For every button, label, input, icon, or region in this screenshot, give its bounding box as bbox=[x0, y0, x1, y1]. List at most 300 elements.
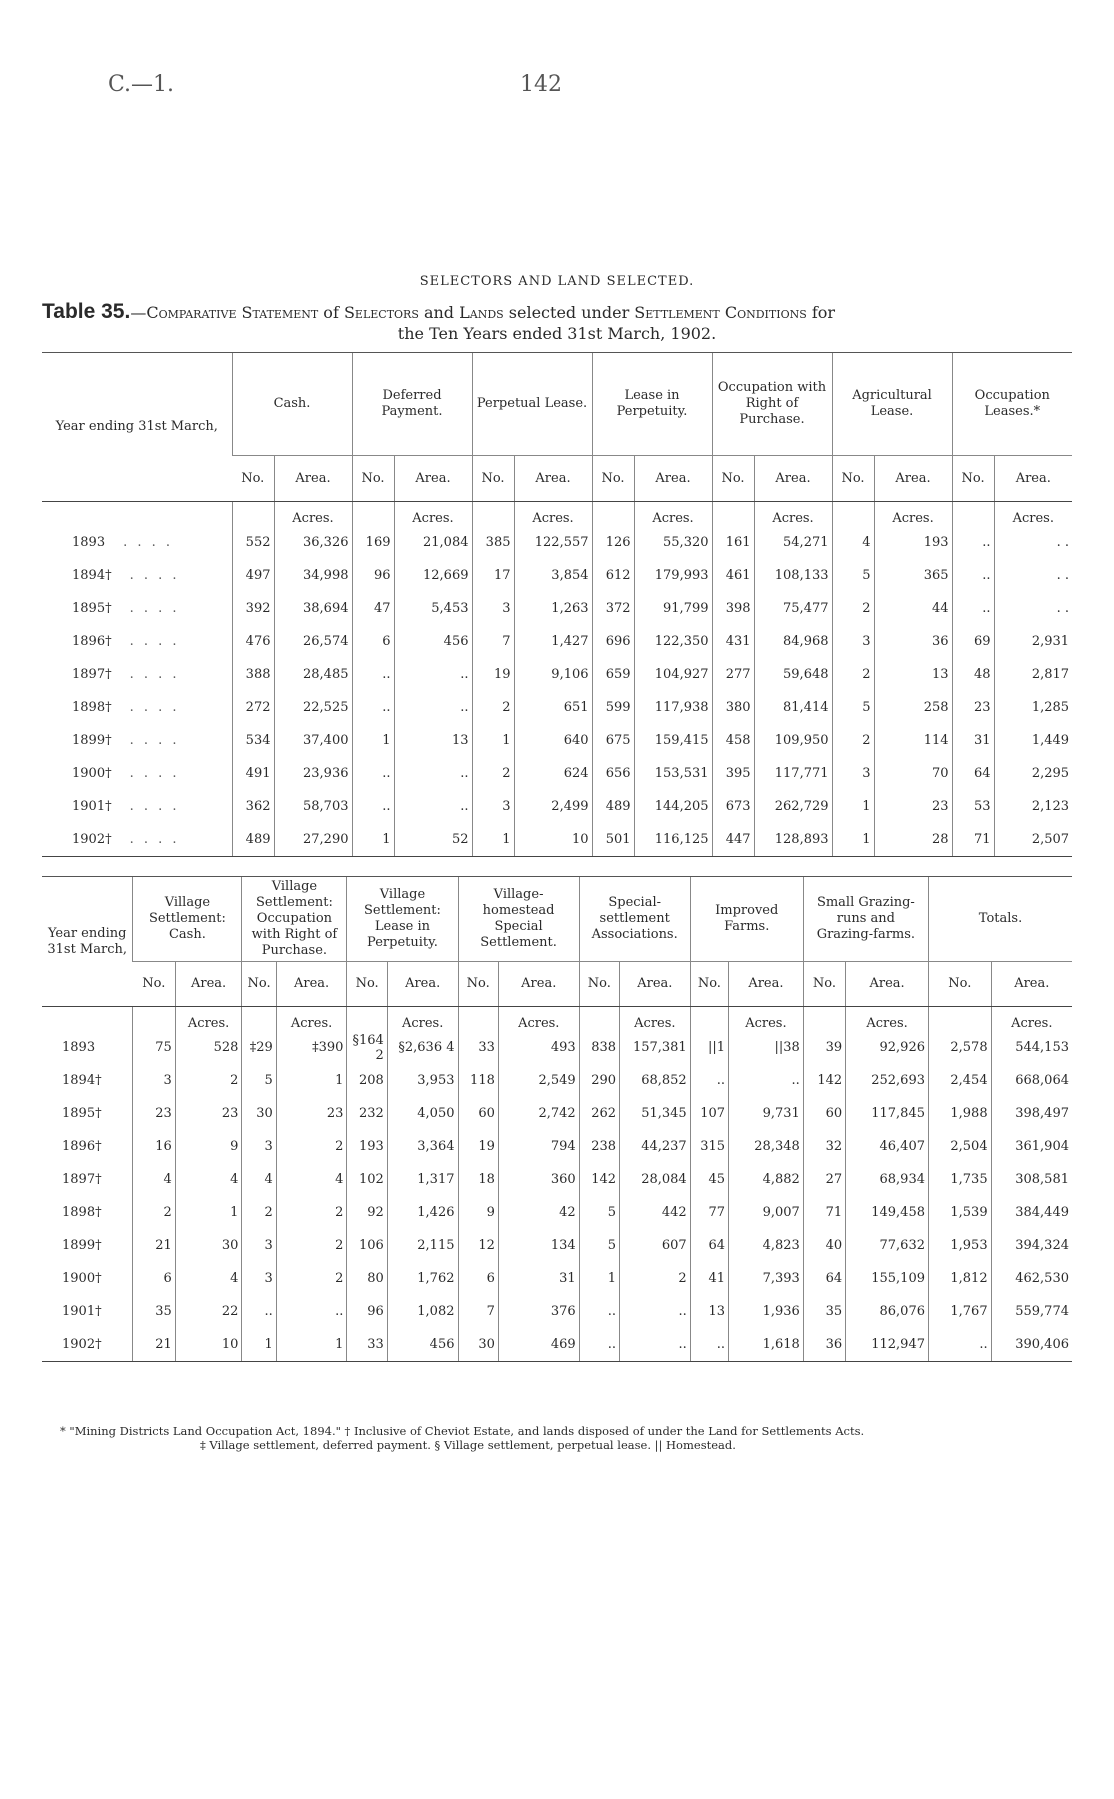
group-header: Deferred Payment. bbox=[352, 353, 472, 456]
data-cell: 388 bbox=[232, 658, 274, 691]
year-label: 1898† bbox=[62, 1205, 102, 1220]
data-cell: 673 bbox=[712, 790, 754, 823]
data-cell: 21,084 bbox=[394, 526, 472, 559]
data-cell: 277 bbox=[712, 658, 754, 691]
table-row bbox=[42, 1295, 1072, 1328]
units-cell bbox=[929, 1013, 992, 1031]
data-cell: 12,669 bbox=[394, 559, 472, 592]
data-cell: 3,854 bbox=[514, 559, 592, 592]
data-cell: 361,904 bbox=[991, 1130, 1072, 1163]
caption-part: —Comparative Statement bbox=[130, 303, 319, 322]
data-cell: .. bbox=[952, 526, 994, 559]
data-cell: ‡29 bbox=[242, 1031, 276, 1064]
data-cell: 2,578 bbox=[929, 1031, 992, 1064]
units-cell bbox=[352, 508, 394, 526]
data-cell: 3 bbox=[133, 1064, 175, 1097]
data-cell: 13 bbox=[394, 724, 472, 757]
data-cell: 1,812 bbox=[929, 1262, 992, 1295]
data-cell: 86,076 bbox=[846, 1295, 929, 1328]
data-cell: 4 bbox=[175, 1163, 242, 1196]
units-cell bbox=[232, 508, 274, 526]
data-cell: 109,950 bbox=[754, 724, 832, 757]
data-cell: 456 bbox=[387, 1328, 458, 1362]
data-cell: 84,968 bbox=[754, 625, 832, 658]
data-cell: 384,449 bbox=[991, 1196, 1072, 1229]
data-cell: 6 bbox=[352, 625, 394, 658]
table-row bbox=[42, 1163, 1072, 1196]
data-cell: 1 bbox=[276, 1328, 347, 1362]
data-cell: 1 bbox=[276, 1064, 347, 1097]
data-cell: .. bbox=[690, 1328, 728, 1362]
caption-part: selected under bbox=[503, 303, 635, 322]
data-cell: 3,953 bbox=[387, 1064, 458, 1097]
data-cell: 794 bbox=[498, 1130, 579, 1163]
data-cell: 116,125 bbox=[634, 823, 712, 857]
data-cell: 55,320 bbox=[634, 526, 712, 559]
data-cell: 91,799 bbox=[634, 592, 712, 625]
data-cell: 9,731 bbox=[729, 1097, 804, 1130]
data-cell: 126 bbox=[592, 526, 634, 559]
year-label: 1895† bbox=[62, 1106, 102, 1121]
data-cell: .. bbox=[352, 790, 394, 823]
year-cell bbox=[42, 526, 232, 559]
data-cell: 3 bbox=[242, 1130, 276, 1163]
caption-part: Selectors bbox=[343, 303, 419, 322]
table-row bbox=[42, 1130, 1072, 1163]
data-cell: 1,082 bbox=[387, 1295, 458, 1328]
data-cell: 1,988 bbox=[929, 1097, 992, 1130]
year-label: 1896† bbox=[62, 1139, 102, 1154]
data-cell: . . bbox=[994, 526, 1072, 559]
units-label: Acres. bbox=[994, 508, 1072, 526]
data-cell: 544,153 bbox=[991, 1031, 1072, 1064]
column-header-area: Area. bbox=[175, 962, 242, 1007]
column-header-area: Area. bbox=[994, 456, 1072, 502]
data-cell: 169 bbox=[352, 526, 394, 559]
data-cell: 75,477 bbox=[754, 592, 832, 625]
group-header: Totals. bbox=[929, 877, 1073, 962]
data-cell: 447 bbox=[712, 823, 754, 857]
data-cell: 497 bbox=[232, 559, 274, 592]
data-cell: 2,817 bbox=[994, 658, 1072, 691]
table-row bbox=[42, 625, 1072, 658]
data-cell: .. bbox=[394, 757, 472, 790]
data-cell: 2 bbox=[832, 592, 874, 625]
data-cell: 2,507 bbox=[994, 823, 1072, 857]
data-cell: 5 bbox=[579, 1229, 619, 1262]
data-cell: 68,852 bbox=[620, 1064, 691, 1097]
data-cell: 193 bbox=[874, 526, 952, 559]
column-header-area: Area. bbox=[274, 456, 352, 502]
table-row bbox=[42, 592, 1072, 625]
data-cell: 1,767 bbox=[929, 1295, 992, 1328]
year-cell bbox=[42, 1262, 133, 1295]
table-row bbox=[42, 1262, 1072, 1295]
data-cell: .. bbox=[276, 1295, 347, 1328]
data-cell: 58,703 bbox=[274, 790, 352, 823]
data-cell: 149,458 bbox=[846, 1196, 929, 1229]
data-cell: 2,931 bbox=[994, 625, 1072, 658]
data-cell: 9 bbox=[175, 1130, 242, 1163]
data-cell: 599 bbox=[592, 691, 634, 724]
data-cell: .. bbox=[242, 1295, 276, 1328]
data-cell: 31 bbox=[952, 724, 994, 757]
column-header-no: No. bbox=[232, 456, 274, 502]
data-cell: .. bbox=[352, 691, 394, 724]
leader-dots: . . . . bbox=[129, 766, 180, 781]
data-cell: 489 bbox=[592, 790, 634, 823]
data-cell: 44 bbox=[874, 592, 952, 625]
data-cell: 64 bbox=[690, 1229, 728, 1262]
data-cell: 159,415 bbox=[634, 724, 712, 757]
year-cell bbox=[42, 1196, 133, 1229]
data-cell: 493 bbox=[498, 1031, 579, 1064]
data-cell: 1 bbox=[352, 823, 394, 857]
table-caption bbox=[42, 300, 1072, 324]
data-cell: 6 bbox=[133, 1262, 175, 1295]
column-header-no: No. bbox=[690, 962, 728, 1007]
data-cell: 2 bbox=[472, 757, 514, 790]
data-cell: 28,084 bbox=[620, 1163, 691, 1196]
data-cell: 112,947 bbox=[846, 1328, 929, 1362]
data-cell: .. bbox=[729, 1064, 804, 1097]
leader-dots: . . . . bbox=[129, 832, 180, 847]
data-cell: 107 bbox=[690, 1097, 728, 1130]
group-header: Village Settlement: Lease in Perpetuity. bbox=[347, 877, 458, 962]
units-cell bbox=[952, 508, 994, 526]
data-cell: 6 bbox=[458, 1262, 498, 1295]
table-row bbox=[42, 1064, 1072, 1097]
group-header: Lease in Perpetuity. bbox=[592, 353, 712, 456]
units-row bbox=[42, 1013, 1072, 1031]
data-cell: 1,449 bbox=[994, 724, 1072, 757]
data-cell: 70 bbox=[874, 757, 952, 790]
data-cell: 22 bbox=[175, 1295, 242, 1328]
data-cell: .. bbox=[579, 1295, 619, 1328]
data-cell: 392 bbox=[232, 592, 274, 625]
data-cell: 60 bbox=[458, 1097, 498, 1130]
data-cell: .. bbox=[394, 691, 472, 724]
units-label: Acres. bbox=[394, 508, 472, 526]
data-cell: 290 bbox=[579, 1064, 619, 1097]
data-cell: 385 bbox=[472, 526, 514, 559]
page-header-left: C.—1. bbox=[108, 72, 175, 97]
data-cell: 104,927 bbox=[634, 658, 712, 691]
data-cell: 28,485 bbox=[274, 658, 352, 691]
data-cell: 1,735 bbox=[929, 1163, 992, 1196]
year-cell bbox=[42, 757, 232, 790]
column-header-no: No. bbox=[472, 456, 514, 502]
data-cell: 37,400 bbox=[274, 724, 352, 757]
data-cell: 489 bbox=[232, 823, 274, 857]
year-header: Year ending 31st March, bbox=[42, 877, 133, 1007]
year-label: 1897† bbox=[62, 1172, 102, 1187]
leader-dots: . . . . bbox=[129, 634, 180, 649]
data-cell: §164 2 bbox=[347, 1031, 387, 1064]
data-cell: 2,742 bbox=[498, 1097, 579, 1130]
year-label: 1899† bbox=[62, 1238, 102, 1253]
data-cell: 4,882 bbox=[729, 1163, 804, 1196]
data-cell: 2,295 bbox=[994, 757, 1072, 790]
units-cell bbox=[458, 1013, 498, 1031]
table-row bbox=[42, 691, 1072, 724]
data-cell: 46,407 bbox=[846, 1130, 929, 1163]
data-cell: 30 bbox=[175, 1229, 242, 1262]
data-cell: 1,539 bbox=[929, 1196, 992, 1229]
data-cell: 3 bbox=[832, 625, 874, 658]
data-cell: 208 bbox=[347, 1064, 387, 1097]
data-cell: 2,115 bbox=[387, 1229, 458, 1262]
data-cell: 2 bbox=[242, 1196, 276, 1229]
data-cell: 2,504 bbox=[929, 1130, 992, 1163]
data-cell: 458 bbox=[712, 724, 754, 757]
data-cell: 372 bbox=[592, 592, 634, 625]
data-cell: 80 bbox=[347, 1262, 387, 1295]
data-cell: 659 bbox=[592, 658, 634, 691]
data-cell: 534 bbox=[232, 724, 274, 757]
group-header: Village Settlement: Cash. bbox=[133, 877, 242, 962]
year-cell bbox=[42, 658, 232, 691]
column-header-area: Area. bbox=[729, 962, 804, 1007]
data-cell: 10 bbox=[514, 823, 592, 857]
column-header-area: Area. bbox=[991, 962, 1072, 1007]
data-cell: 142 bbox=[803, 1064, 845, 1097]
data-cell: 54,271 bbox=[754, 526, 832, 559]
data-cell: 81,414 bbox=[754, 691, 832, 724]
data-cell: 696 bbox=[592, 625, 634, 658]
units-label: Acres. bbox=[991, 1013, 1072, 1031]
year-label: 1894† bbox=[72, 568, 112, 583]
data-cell: 96 bbox=[352, 559, 394, 592]
data-cell: 122,350 bbox=[634, 625, 712, 658]
data-cell: 23 bbox=[133, 1097, 175, 1130]
caption-part: Settlement Conditions bbox=[634, 303, 807, 322]
data-cell: 34,998 bbox=[274, 559, 352, 592]
year-label: 1895† bbox=[72, 601, 112, 616]
data-cell: ||38 bbox=[729, 1031, 804, 1064]
data-cell: 442 bbox=[620, 1196, 691, 1229]
data-cell: .. bbox=[620, 1328, 691, 1362]
table-row bbox=[42, 757, 1072, 790]
units-label: Acres. bbox=[729, 1013, 804, 1031]
data-cell: 315 bbox=[690, 1130, 728, 1163]
data-cell: 395 bbox=[712, 757, 754, 790]
data-cell: 3 bbox=[472, 790, 514, 823]
units-cell bbox=[42, 1013, 133, 1031]
year-cell bbox=[42, 790, 232, 823]
data-cell: 624 bbox=[514, 757, 592, 790]
data-cell: 398 bbox=[712, 592, 754, 625]
group-header: Special-settlement Associations. bbox=[579, 877, 690, 962]
data-cell: 2 bbox=[832, 658, 874, 691]
group-header: Perpetual Lease. bbox=[472, 353, 592, 456]
data-cell: 394,324 bbox=[991, 1229, 1072, 1262]
data-cell: 36,326 bbox=[274, 526, 352, 559]
data-cell: 272 bbox=[232, 691, 274, 724]
data-cell: 48 bbox=[952, 658, 994, 691]
column-header-area: Area. bbox=[754, 456, 832, 502]
data-cell: 108,133 bbox=[754, 559, 832, 592]
data-cell: 5 bbox=[832, 691, 874, 724]
data-cell: 92 bbox=[347, 1196, 387, 1229]
data-cell: 59,648 bbox=[754, 658, 832, 691]
data-cell: 64 bbox=[803, 1262, 845, 1295]
data-cell: 36 bbox=[874, 625, 952, 658]
year-cell bbox=[42, 1031, 133, 1064]
data-cell: .. bbox=[690, 1064, 728, 1097]
data-cell: .. bbox=[620, 1295, 691, 1328]
table-row bbox=[42, 559, 1072, 592]
data-cell: 1,936 bbox=[729, 1295, 804, 1328]
column-header-no: No. bbox=[352, 456, 394, 502]
data-cell: 360 bbox=[498, 1163, 579, 1196]
data-cell: 157,381 bbox=[620, 1031, 691, 1064]
data-cell: 461 bbox=[712, 559, 754, 592]
page-number: 142 bbox=[520, 72, 562, 97]
data-cell: 612 bbox=[592, 559, 634, 592]
data-cell: 13 bbox=[690, 1295, 728, 1328]
data-cell: 21 bbox=[133, 1328, 175, 1362]
caption-part: of bbox=[318, 303, 344, 322]
data-cell: 32 bbox=[803, 1130, 845, 1163]
data-cell: 3,364 bbox=[387, 1130, 458, 1163]
data-cell: 13 bbox=[874, 658, 952, 691]
column-header-area: Area. bbox=[634, 456, 712, 502]
leader-dots: . . . . bbox=[129, 799, 180, 814]
column-header-no: No. bbox=[242, 962, 276, 1007]
data-cell: 3 bbox=[242, 1262, 276, 1295]
units-label: Acres. bbox=[276, 1013, 347, 1031]
data-cell: 252,693 bbox=[846, 1064, 929, 1097]
data-cell: 1 bbox=[352, 724, 394, 757]
data-cell: 607 bbox=[620, 1229, 691, 1262]
leader-dots: . . . . bbox=[129, 601, 180, 616]
data-cell: 1 bbox=[242, 1328, 276, 1362]
data-cell: 153,531 bbox=[634, 757, 712, 790]
data-cell: 117,845 bbox=[846, 1097, 929, 1130]
year-cell bbox=[42, 724, 232, 757]
data-cell: 19 bbox=[458, 1130, 498, 1163]
data-cell: 1 bbox=[175, 1196, 242, 1229]
data-cell: 38,694 bbox=[274, 592, 352, 625]
data-cell: 3 bbox=[242, 1229, 276, 1262]
data-cell: 23 bbox=[175, 1097, 242, 1130]
units-cell bbox=[592, 508, 634, 526]
column-header-no: No. bbox=[803, 962, 845, 1007]
data-cell: . . bbox=[994, 592, 1072, 625]
table-row bbox=[42, 1229, 1072, 1262]
data-cell: 144,205 bbox=[634, 790, 712, 823]
data-cell: 33 bbox=[347, 1328, 387, 1362]
year-label: 1899† bbox=[72, 733, 112, 748]
data-cell: 2,499 bbox=[514, 790, 592, 823]
year-label: 1900† bbox=[62, 1271, 102, 1286]
data-cell: 2 bbox=[276, 1262, 347, 1295]
data-cell: 52 bbox=[394, 823, 472, 857]
data-cell: 77,632 bbox=[846, 1229, 929, 1262]
data-cell: .. bbox=[352, 757, 394, 790]
units-cell bbox=[42, 508, 232, 526]
units-cell bbox=[832, 508, 874, 526]
data-cell: 16 bbox=[133, 1130, 175, 1163]
data-cell: 128,893 bbox=[754, 823, 832, 857]
data-cell: 469 bbox=[498, 1328, 579, 1362]
data-cell: 44,237 bbox=[620, 1130, 691, 1163]
year-cell bbox=[42, 625, 232, 658]
footnote-line-1: * "Mining Districts Land Occupation Act, 1894." † Inclusive of Cheviot Estate, and lands disposed of under the Land for Settlements Acts. bbox=[60, 1424, 865, 1438]
column-header-no: No. bbox=[952, 456, 994, 502]
footnote-line-2: ‡ Village settlement, deferred payment. § Village settlement, perpetual lease. || Homestead. bbox=[200, 1438, 736, 1452]
year-cell bbox=[42, 823, 232, 857]
data-cell: 4 bbox=[175, 1262, 242, 1295]
data-cell: 2 bbox=[175, 1064, 242, 1097]
data-cell: 71 bbox=[952, 823, 994, 857]
data-cell: 71 bbox=[803, 1196, 845, 1229]
data-cell: 232 bbox=[347, 1097, 387, 1130]
data-cell: 1,427 bbox=[514, 625, 592, 658]
leader-dots: . . . . bbox=[129, 667, 180, 682]
data-cell: 12 bbox=[458, 1229, 498, 1262]
year-label: 1901† bbox=[62, 1304, 102, 1319]
units-label: Acres. bbox=[620, 1013, 691, 1031]
data-cell: 376 bbox=[498, 1295, 579, 1328]
data-cell: 27 bbox=[803, 1163, 845, 1196]
data-cell: .. bbox=[952, 559, 994, 592]
units-label: Acres. bbox=[274, 508, 352, 526]
data-cell: 1,426 bbox=[387, 1196, 458, 1229]
data-cell: 4 bbox=[276, 1163, 347, 1196]
data-cell: 1,317 bbox=[387, 1163, 458, 1196]
data-cell: ||1 bbox=[690, 1031, 728, 1064]
leader-dots: . . . . bbox=[129, 733, 180, 748]
column-header-area: Area. bbox=[874, 456, 952, 502]
units-cell bbox=[472, 508, 514, 526]
units-label: Acres. bbox=[874, 508, 952, 526]
data-cell: 238 bbox=[579, 1130, 619, 1163]
column-header-no: No. bbox=[592, 456, 634, 502]
data-cell: 4,050 bbox=[387, 1097, 458, 1130]
units-label: Acres. bbox=[175, 1013, 242, 1031]
data-cell: 118 bbox=[458, 1064, 498, 1097]
data-cell: 365 bbox=[874, 559, 952, 592]
data-cell: 27,290 bbox=[274, 823, 352, 857]
data-cell: 40 bbox=[803, 1229, 845, 1262]
data-cell: 528 bbox=[175, 1031, 242, 1064]
year-cell bbox=[42, 1163, 133, 1196]
data-cell: 552 bbox=[232, 526, 274, 559]
data-cell: 68,934 bbox=[846, 1163, 929, 1196]
data-cell: 1 bbox=[579, 1262, 619, 1295]
data-cell: 179,993 bbox=[634, 559, 712, 592]
units-cell bbox=[133, 1013, 175, 1031]
year-label: 1902† bbox=[72, 832, 112, 847]
table-row bbox=[42, 526, 1072, 559]
data-cell: 656 bbox=[592, 757, 634, 790]
data-cell: 117,771 bbox=[754, 757, 832, 790]
data-cell: 2,454 bbox=[929, 1064, 992, 1097]
data-cell: 114 bbox=[874, 724, 952, 757]
data-cell: 476 bbox=[232, 625, 274, 658]
column-header-area: Area. bbox=[498, 962, 579, 1007]
table-row bbox=[42, 1328, 1072, 1362]
data-cell: 262 bbox=[579, 1097, 619, 1130]
year-cell bbox=[42, 691, 232, 724]
year-cell bbox=[42, 1328, 133, 1362]
data-cell: 2,123 bbox=[994, 790, 1072, 823]
units-label: Acres. bbox=[387, 1013, 458, 1031]
data-cell: .. bbox=[394, 790, 472, 823]
data-cell: 1,285 bbox=[994, 691, 1072, 724]
